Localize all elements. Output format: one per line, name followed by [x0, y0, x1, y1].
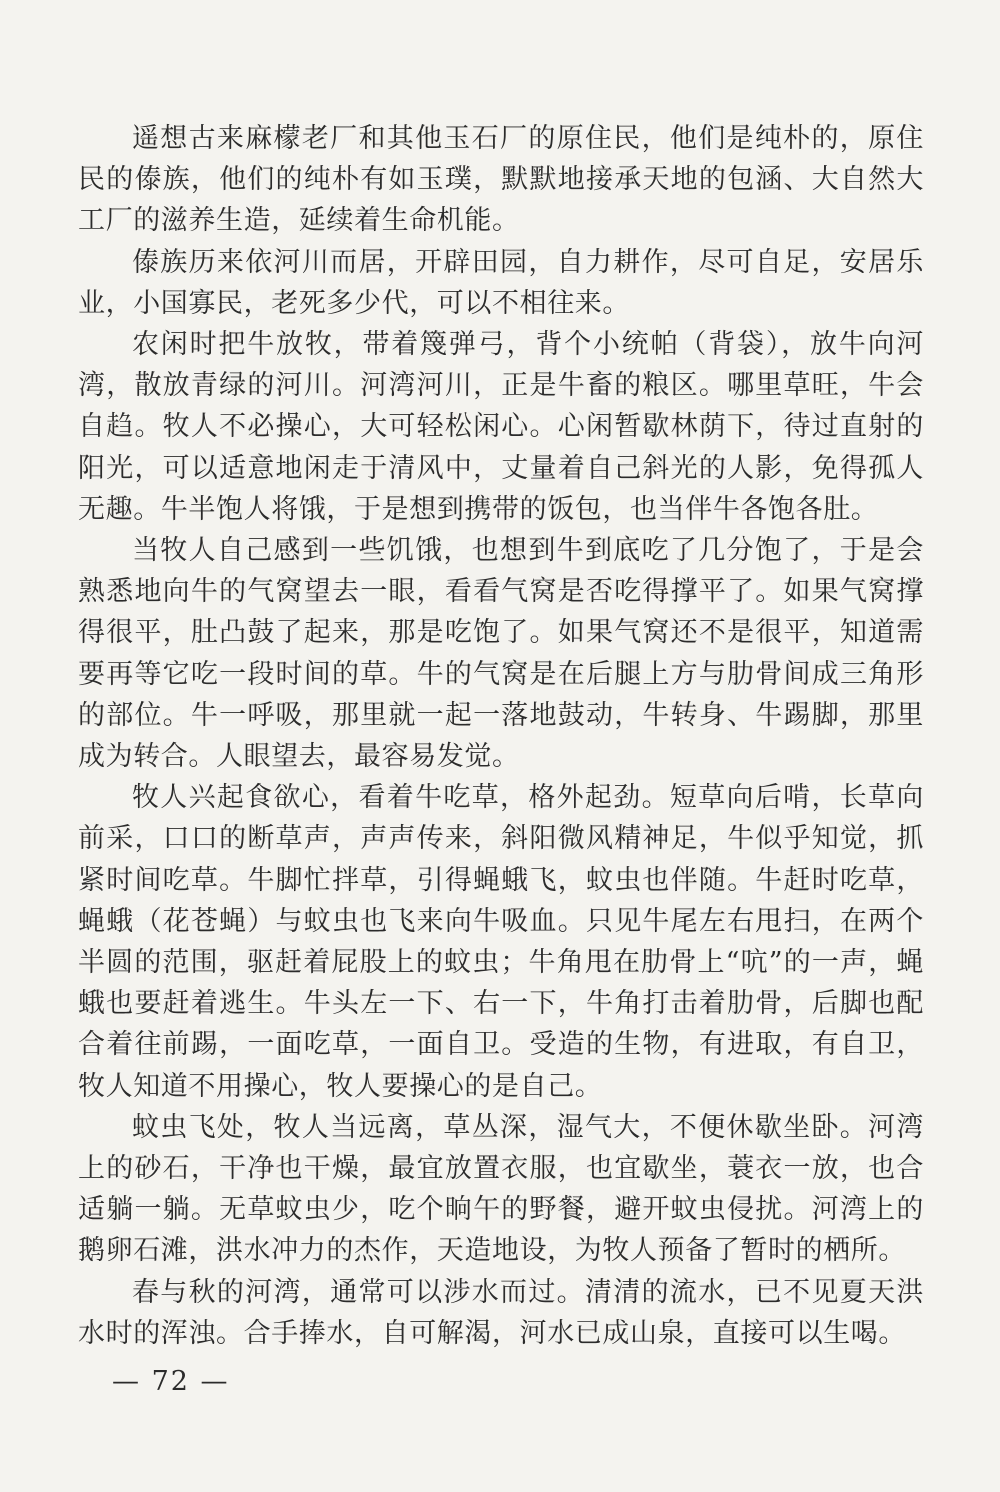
paragraph-2: 傣族历来依河川而居，开辟田园，自力耕作，尽可自足，安居乐业，小国寡民，老死多少代，可以不相往来。 — [78, 246, 924, 319]
paragraph-7: 春与秋的河湾，通常可以涉水而过。清清的流水，已不见夏天洪水时的浑浊。合手捧水，自可解渴，河水已成山泉，直接可以生喝。 — [78, 1276, 924, 1349]
paragraph-5: 牧人兴起食欲心，看着牛吃草，格外起劲。短草向后啃，长草向前采，口口的断草声，声声传来，斜阳微风精神足，牛似乎知觉，抓紧时间吃草。牛脚忙拌草，引得蝇蛾飞，蚊虫也伴随。牛赶时吃草，蝇蛾（花苍蝇）与蚊虫也飞来向牛吸血。只见牛尾左右甩扫，在两个半圆的范围，驱赶着屁股上的蚊虫；牛角甩在肋骨上“吭”的一声，蝇蛾也要赶着逃生。牛头左一下、右一下，牛角打击着肋骨，后脚也配合着往前踢，一面吃草，一面自卫。受造的生物，有进取，有自卫，牧人知道不用操心，牧人要操心的是自己。 — [78, 782, 924, 1102]
page-number: — 72 — — [112, 1366, 230, 1397]
page-body — [78, 118, 924, 1354]
paragraph-6: 蚊虫飞处，牧人当远离，草丛深，湿气大，不便休歇坐卧。河湾上的砂石，干净也干燥，最宜放置衣服，也宜歇坐，蓑衣一放，也合适躺一躺。无草蚊虫少，吃个晌午的野餐，避开蚊虫侵扰。河湾上的鹅卵石滩，洪水冲力的杰作，天造地设，为牧人预备了暂时的栖所。 — [78, 1111, 924, 1267]
paragraph-4: 当牧人自己感到一些饥饿，也想到牛到底吃了几分饱了，于是会熟悉地向牛的气窝望去一眼，看看气窝是否吃得撑平了。如果气窝撑得很平，肚凸鼓了起来，那是吃饱了。如果气窝还不是很平，知道需要再等它吃一段时间的草。牛的气窝是在后腿上方与肋骨间成三角形的部位。牛一呼吸，那里就一起一落地鼓动，牛转身、牛踢脚，那里成为转合。人眼望去，最容易发觉。 — [78, 535, 924, 773]
paragraph-3: 农闲时把牛放牧，带着篾弹弓，背个小统帕（背袋），放牛向河湾，散放青绿的河川。河湾河川，正是牛畜的粮区。哪里草旺，牛会自趋。牧人不必操心，大可轻松闲心。心闲暂歇林荫下，待过直射的阳光，可以适意地闲走于清风中，丈量着自己斜光的人影，免得孤人无趣。牛半饱人将饿，于是想到携带的饭包，也当伴牛各饱各肚。 — [78, 329, 924, 525]
paragraph-1: 遥想古来麻檬老厂和其他玉石厂的原住民，他们是纯朴的，原住民的傣族，他们的纯朴有如玉璞，默默地接承天地的包涵、大自然大工厂的滋养生造，延续着生命机能。 — [78, 123, 924, 237]
